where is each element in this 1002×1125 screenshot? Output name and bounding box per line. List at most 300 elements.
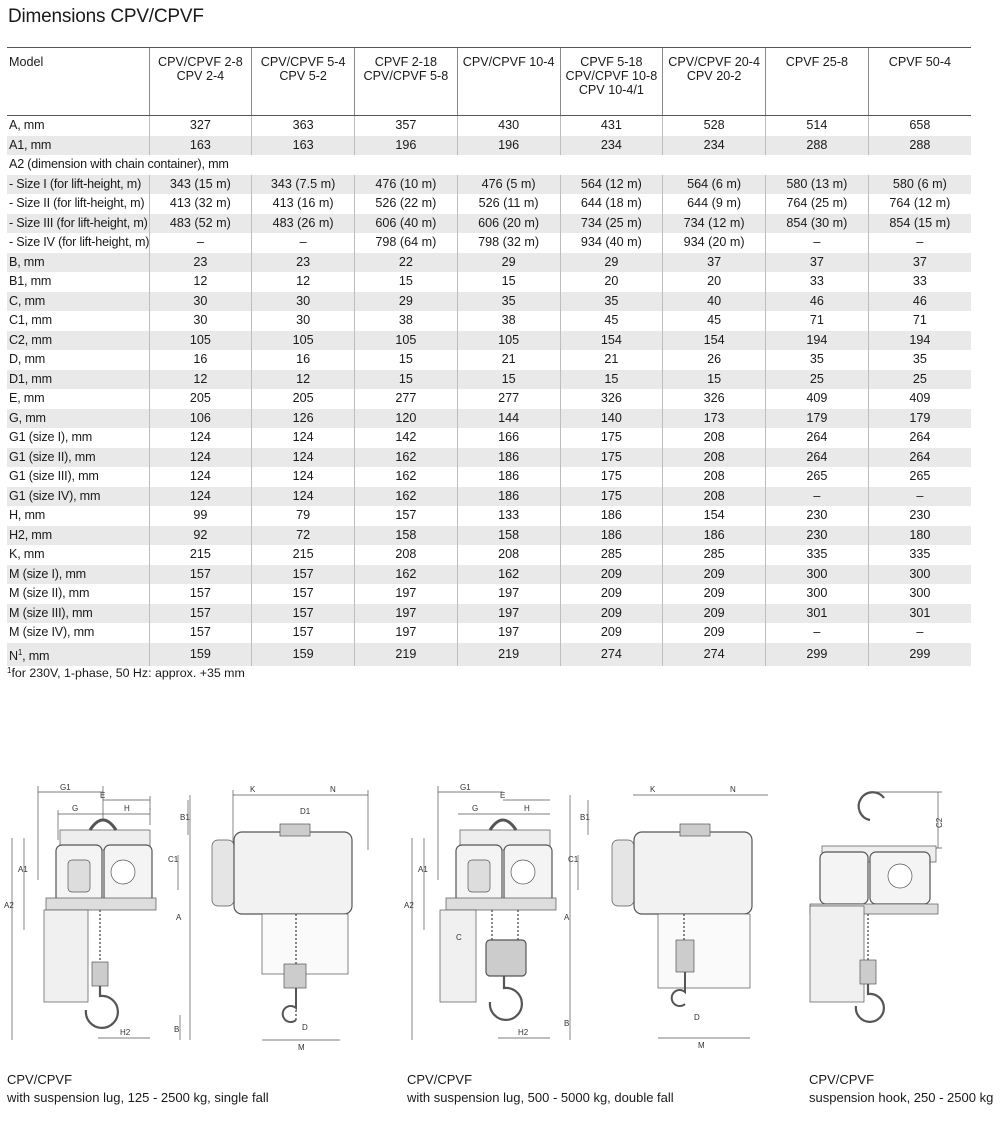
table-cell: 644 (18 m) bbox=[560, 194, 663, 214]
table-cell: 265 bbox=[766, 467, 869, 487]
table-cell: 157 bbox=[252, 565, 355, 585]
table-cell: 157 bbox=[149, 584, 252, 604]
table-cell: 208 bbox=[457, 545, 560, 565]
table-row bbox=[7, 584, 971, 604]
header-model-name: CPV/CPVF 5-8 bbox=[363, 69, 449, 83]
drawing-single-fall bbox=[0, 780, 380, 1050]
table-cell: 274 bbox=[560, 643, 663, 667]
table-cell: 140 bbox=[560, 409, 663, 429]
table-cell: 157 bbox=[252, 584, 355, 604]
table-cell: 105 bbox=[457, 331, 560, 351]
row-label-text: H, mm bbox=[9, 508, 46, 522]
drawing-suspension-hook bbox=[800, 780, 990, 1050]
table-cell: 854 (30 m) bbox=[766, 214, 869, 234]
table-cell: 209 bbox=[663, 604, 766, 624]
row-label-superscript: 1 bbox=[17, 647, 23, 657]
table-cell: 483 (26 m) bbox=[252, 214, 355, 234]
table-cell: 163 bbox=[252, 136, 355, 156]
row-label bbox=[7, 136, 149, 156]
table-row bbox=[7, 487, 971, 507]
row-label-text: - Size I (for lift-height, m) bbox=[9, 176, 142, 191]
label-c1: C1 bbox=[168, 855, 179, 864]
table-cell: 413 (16 m) bbox=[252, 194, 355, 214]
header-model-name: CPV/CPVF 10-8 bbox=[565, 69, 658, 83]
table-row bbox=[7, 136, 971, 156]
table-cell: 264 bbox=[766, 428, 869, 448]
table-body bbox=[7, 116, 971, 667]
table-cell: – bbox=[868, 487, 971, 507]
table-cell: 124 bbox=[149, 467, 252, 487]
table-cell: 120 bbox=[355, 409, 458, 429]
table-cell: 205 bbox=[252, 389, 355, 409]
table-cell: 124 bbox=[252, 487, 355, 507]
row-label bbox=[7, 428, 149, 448]
table-cell: 105 bbox=[149, 331, 252, 351]
table-row bbox=[7, 272, 971, 292]
header-model-name: CPV/CPVF 5-4 bbox=[260, 55, 346, 69]
table-cell: 15 bbox=[355, 272, 458, 292]
table-cell: 133 bbox=[457, 506, 560, 526]
row-label-text: D, mm bbox=[9, 352, 46, 366]
table-cell: 37 bbox=[663, 253, 766, 273]
table-cell: – bbox=[766, 233, 869, 253]
header-model: Model bbox=[7, 48, 149, 116]
header-model-8 bbox=[868, 48, 971, 116]
label-d: D bbox=[302, 1023, 308, 1032]
header-model-name: CPV 20-2 bbox=[686, 69, 742, 83]
row-label-text: G1 (size I), mm bbox=[9, 430, 93, 444]
table-cell: 159 bbox=[252, 643, 355, 667]
table-cell: 124 bbox=[149, 428, 252, 448]
header-model-3 bbox=[355, 48, 458, 116]
row-label-text: A, mm bbox=[9, 118, 45, 132]
table-row bbox=[7, 370, 971, 390]
row-label bbox=[7, 331, 149, 351]
table-cell: 12 bbox=[149, 272, 252, 292]
table-cell: 20 bbox=[663, 272, 766, 292]
table-cell: 106 bbox=[149, 409, 252, 429]
table-cell: 179 bbox=[868, 409, 971, 429]
header-model-name: CPV 2-4 bbox=[176, 69, 225, 83]
table-cell: 230 bbox=[766, 506, 869, 526]
table-cell: 173 bbox=[663, 409, 766, 429]
table-cell: 105 bbox=[355, 331, 458, 351]
label-b: B bbox=[174, 1025, 180, 1034]
table-cell: 37 bbox=[868, 253, 971, 273]
row-label-text: A1, mm bbox=[9, 137, 52, 152]
table-cell: 30 bbox=[149, 292, 252, 312]
table-cell: 12 bbox=[252, 272, 355, 292]
table-row bbox=[7, 155, 971, 175]
table-cell: 71 bbox=[766, 311, 869, 331]
table-cell: 180 bbox=[868, 526, 971, 546]
table-cell: 219 bbox=[355, 643, 458, 667]
caption-description: with suspension lug, 500 - 5000 kg, double fall bbox=[407, 1090, 674, 1105]
table-cell: 15 bbox=[457, 370, 560, 390]
table-cell: 30 bbox=[149, 311, 252, 331]
label-a2-2: A2 bbox=[404, 901, 414, 910]
dimensions-table bbox=[7, 47, 971, 666]
row-label bbox=[7, 467, 149, 487]
table-cell: 38 bbox=[457, 311, 560, 331]
table-cell: 197 bbox=[457, 604, 560, 624]
table-cell: 564 (6 m) bbox=[663, 175, 766, 195]
table-cell: 92 bbox=[149, 526, 252, 546]
table-row bbox=[7, 350, 971, 370]
table-row bbox=[7, 526, 971, 546]
table-row bbox=[7, 311, 971, 331]
header-model-2 bbox=[252, 48, 355, 116]
table-cell: 209 bbox=[560, 565, 663, 585]
label-e-2: E bbox=[500, 791, 506, 800]
table-cell: 208 bbox=[355, 545, 458, 565]
table-cell: 20 bbox=[560, 272, 663, 292]
row-label bbox=[7, 604, 149, 624]
table-cell: 35 bbox=[868, 350, 971, 370]
table-cell: 175 bbox=[560, 467, 663, 487]
label-g1-2: G1 bbox=[460, 783, 471, 792]
caption-double-fall bbox=[407, 1071, 674, 1107]
row-label bbox=[7, 253, 149, 273]
row-label bbox=[7, 214, 149, 234]
row-label-text: C, mm bbox=[9, 293, 46, 308]
table-cell: 186 bbox=[663, 526, 766, 546]
header-model-4 bbox=[457, 48, 560, 116]
table-cell: 15 bbox=[355, 350, 458, 370]
table-cell: 234 bbox=[560, 136, 663, 156]
label-k-2: K bbox=[650, 785, 656, 794]
header-model-name: CPV/CPVF 10-4 bbox=[462, 55, 555, 69]
row-label-text: C2, mm bbox=[9, 332, 52, 347]
table-row bbox=[7, 389, 971, 409]
table-cell: 46 bbox=[868, 292, 971, 312]
table-cell: 264 bbox=[868, 428, 971, 448]
table-row bbox=[7, 604, 971, 624]
row-label bbox=[7, 643, 149, 667]
table-cell: 219 bbox=[457, 643, 560, 667]
row-label bbox=[7, 233, 149, 253]
row-label bbox=[7, 545, 149, 565]
table-cell: 162 bbox=[355, 565, 458, 585]
table-cell: 45 bbox=[560, 311, 663, 331]
table-cell: 209 bbox=[663, 623, 766, 643]
table-cell: 15 bbox=[355, 370, 458, 390]
table-cell: 179 bbox=[766, 409, 869, 429]
label-c2: C2 bbox=[935, 817, 944, 828]
caption-single-fall bbox=[7, 1071, 269, 1107]
footnote bbox=[7, 666, 245, 680]
table-cell: 215 bbox=[149, 545, 252, 565]
table-cell: 194 bbox=[868, 331, 971, 351]
label-m: M bbox=[298, 1043, 305, 1050]
row-label-text: G1 (size II), mm bbox=[9, 449, 96, 464]
label-b1: B1 bbox=[180, 813, 190, 822]
table-cell: 175 bbox=[560, 448, 663, 468]
table-cell: 335 bbox=[766, 545, 869, 565]
table-cell: 72 bbox=[252, 526, 355, 546]
table-cell: 186 bbox=[560, 526, 663, 546]
row-label-text: G1 (size III), mm bbox=[9, 469, 99, 483]
table-cell: 764 (25 m) bbox=[766, 194, 869, 214]
row-label bbox=[7, 311, 149, 331]
row-label-text: - Size III (for lift-height, m) bbox=[9, 215, 148, 230]
table-cell: 288 bbox=[868, 136, 971, 156]
table-cell: 197 bbox=[355, 584, 458, 604]
caption-description: suspension hook, 250 - 2500 kg bbox=[809, 1090, 994, 1105]
table-cell: 15 bbox=[560, 370, 663, 390]
row-label-text: E, mm bbox=[9, 391, 45, 405]
table-cell: – bbox=[252, 233, 355, 253]
caption-suspension-hook bbox=[809, 1071, 993, 1107]
table-cell: 476 (10 m) bbox=[355, 175, 458, 195]
header-model-name: CPVF 25-8 bbox=[785, 55, 849, 69]
row-label-text: M (size III), mm bbox=[9, 605, 93, 620]
header-model-1 bbox=[149, 48, 252, 116]
page-title: Dimensions CPV/CPVF bbox=[8, 6, 204, 27]
table-cell: – bbox=[766, 487, 869, 507]
table-cell: 409 bbox=[868, 389, 971, 409]
table-cell: 15 bbox=[457, 272, 560, 292]
table-cell: 33 bbox=[868, 272, 971, 292]
table-cell: 124 bbox=[149, 487, 252, 507]
table-cell: 16 bbox=[149, 350, 252, 370]
row-label: A2 (dimension with chain container), mm bbox=[9, 157, 229, 171]
table-cell: 277 bbox=[355, 389, 458, 409]
table-row bbox=[7, 506, 971, 526]
table-cell: 580 (13 m) bbox=[766, 175, 869, 195]
table-cell: 166 bbox=[457, 428, 560, 448]
table-cell: 288 bbox=[766, 136, 869, 156]
table-cell: 142 bbox=[355, 428, 458, 448]
table-cell: 105 bbox=[252, 331, 355, 351]
table-cell: 21 bbox=[560, 350, 663, 370]
table-cell: 157 bbox=[252, 604, 355, 624]
row-label bbox=[7, 292, 149, 312]
table-cell: 29 bbox=[560, 253, 663, 273]
table-cell: 30 bbox=[252, 292, 355, 312]
table-cell: 300 bbox=[868, 584, 971, 604]
table-row bbox=[7, 116, 971, 136]
table-cell: 764 (12 m) bbox=[868, 194, 971, 214]
row-label-text: M (size I), mm bbox=[9, 566, 86, 581]
table-cell: 205 bbox=[149, 389, 252, 409]
label-a1-2: A1 bbox=[418, 865, 428, 874]
table-cell: 326 bbox=[560, 389, 663, 409]
row-label bbox=[7, 526, 149, 546]
footnote-mark: 1 bbox=[7, 666, 12, 675]
table-cell: 327 bbox=[149, 116, 252, 136]
label-c1-2: C1 bbox=[568, 855, 579, 864]
table-cell: 197 bbox=[457, 584, 560, 604]
footnote-text: for 230V, 1-phase, 50 Hz: approx. +35 mm bbox=[11, 666, 245, 680]
table-cell: 528 bbox=[663, 116, 766, 136]
row-label bbox=[7, 409, 149, 429]
table-cell: 186 bbox=[457, 487, 560, 507]
header-model-name: CPV/CPVF 20-4 bbox=[668, 55, 760, 69]
row-label bbox=[7, 370, 149, 390]
table-cell: 196 bbox=[457, 136, 560, 156]
table-cell: 644 (9 m) bbox=[663, 194, 766, 214]
table-cell: 299 bbox=[766, 643, 869, 667]
row-label bbox=[7, 448, 149, 468]
label-g: G bbox=[72, 804, 79, 813]
table-cell: 186 bbox=[457, 467, 560, 487]
table-cell: 197 bbox=[355, 604, 458, 624]
table-cell: 25 bbox=[868, 370, 971, 390]
header-model-name: CPV/CPVF 2-8 bbox=[158, 55, 243, 69]
table-cell: 23 bbox=[149, 253, 252, 273]
table-cell: 159 bbox=[149, 643, 252, 667]
table-cell: 431 bbox=[560, 116, 663, 136]
table-cell: 33 bbox=[766, 272, 869, 292]
table-cell: 580 (6 m) bbox=[868, 175, 971, 195]
table-cell: 162 bbox=[355, 467, 458, 487]
table-cell: 23 bbox=[252, 253, 355, 273]
table-cell: 798 (64 m) bbox=[355, 233, 458, 253]
table-cell: 301 bbox=[766, 604, 869, 624]
table-cell: 124 bbox=[252, 428, 355, 448]
table-cell: 157 bbox=[355, 506, 458, 526]
row-label-text: C1, mm bbox=[9, 313, 52, 327]
table-cell: 124 bbox=[252, 467, 355, 487]
table-cell: 158 bbox=[355, 526, 458, 546]
table-cell: 230 bbox=[766, 526, 869, 546]
table-cell: 35 bbox=[457, 292, 560, 312]
row-label-text: G, mm bbox=[9, 410, 46, 425]
row-label bbox=[7, 175, 149, 195]
row-label-text: K, mm bbox=[9, 547, 45, 561]
table-cell: 483 (52 m) bbox=[149, 214, 252, 234]
label-k: K bbox=[250, 785, 256, 794]
label-g1: G1 bbox=[60, 783, 71, 792]
table-cell: 209 bbox=[663, 565, 766, 585]
table-row bbox=[7, 448, 971, 468]
caption-title: CPV/CPVF bbox=[7, 1072, 73, 1087]
header-model-7 bbox=[766, 48, 869, 116]
row-label-text: D1, mm bbox=[9, 371, 52, 386]
label-h-2: H bbox=[524, 804, 530, 813]
table-cell: 409 bbox=[766, 389, 869, 409]
label-a2: A2 bbox=[4, 901, 14, 910]
row-label bbox=[7, 565, 149, 585]
table-row bbox=[7, 292, 971, 312]
label-a: A bbox=[176, 913, 182, 922]
table-cell: 12 bbox=[149, 370, 252, 390]
table-cell: 126 bbox=[252, 409, 355, 429]
table-cell: 197 bbox=[355, 623, 458, 643]
label-d-2: D bbox=[694, 1013, 700, 1022]
label-g-2: G bbox=[472, 804, 479, 813]
table-cell: 326 bbox=[663, 389, 766, 409]
table-cell: 162 bbox=[355, 487, 458, 507]
row-label-text: N bbox=[9, 648, 18, 663]
row-label bbox=[7, 350, 149, 370]
table-cell: 209 bbox=[560, 604, 663, 624]
row-label bbox=[7, 487, 149, 507]
label-b1-2: B1 bbox=[580, 813, 590, 822]
table-cell: 124 bbox=[149, 448, 252, 468]
label-n-2: N bbox=[730, 785, 736, 794]
row-label-text: - Size IV (for lift-height, m) bbox=[9, 235, 149, 249]
table-row bbox=[7, 409, 971, 429]
table-cell: 734 (12 m) bbox=[663, 214, 766, 234]
row-label bbox=[7, 389, 149, 409]
table-cell: 175 bbox=[560, 428, 663, 448]
row-label-text: G1 (size IV), mm bbox=[9, 488, 101, 503]
table-cell: 157 bbox=[149, 604, 252, 624]
table-cell: – bbox=[868, 623, 971, 643]
table-cell: 157 bbox=[149, 623, 252, 643]
table-cell: 934 (20 m) bbox=[663, 233, 766, 253]
table-cell: 234 bbox=[663, 136, 766, 156]
table-cell: 413 (32 m) bbox=[149, 194, 252, 214]
table-cell: 15 bbox=[663, 370, 766, 390]
table-cell: 186 bbox=[560, 506, 663, 526]
caption-description: with suspension lug, 125 - 2500 kg, single fall bbox=[7, 1090, 269, 1105]
caption-title: CPV/CPVF bbox=[407, 1072, 473, 1087]
table-cell: 25 bbox=[766, 370, 869, 390]
table-cell: 46 bbox=[766, 292, 869, 312]
table-cell: 285 bbox=[560, 545, 663, 565]
table-cell: 343 (7.5 m) bbox=[252, 175, 355, 195]
table-cell: 300 bbox=[766, 584, 869, 604]
table-cell: 208 bbox=[663, 467, 766, 487]
table-cell: 12 bbox=[252, 370, 355, 390]
table-cell: 144 bbox=[457, 409, 560, 429]
table-header-row bbox=[7, 48, 971, 116]
table-cell: 526 (22 m) bbox=[355, 194, 458, 214]
table-cell: 301 bbox=[868, 604, 971, 624]
table-cell: 734 (25 m) bbox=[560, 214, 663, 234]
table-cell: 209 bbox=[560, 584, 663, 604]
table-row bbox=[7, 253, 971, 273]
label-d1: D1 bbox=[300, 807, 311, 816]
table-cell: 22 bbox=[355, 253, 458, 273]
row-label bbox=[7, 584, 149, 604]
table-cell: 79 bbox=[252, 506, 355, 526]
table-cell: 606 (20 m) bbox=[457, 214, 560, 234]
table-row bbox=[7, 194, 971, 214]
table-cell: 71 bbox=[868, 311, 971, 331]
table-cell: 35 bbox=[766, 350, 869, 370]
table-cell: 277 bbox=[457, 389, 560, 409]
table-cell: 230 bbox=[868, 506, 971, 526]
table-row bbox=[7, 545, 971, 565]
row-label bbox=[7, 116, 149, 136]
row-label bbox=[7, 506, 149, 526]
table-row bbox=[7, 233, 971, 253]
table-cell: 157 bbox=[252, 623, 355, 643]
table-cell: 186 bbox=[457, 448, 560, 468]
table-cell: 854 (15 m) bbox=[868, 214, 971, 234]
table-cell: 476 (5 m) bbox=[457, 175, 560, 195]
table-cell: 798 (32 m) bbox=[457, 233, 560, 253]
row-label-text: M (size IV), mm bbox=[9, 625, 95, 639]
table-cell: 30 bbox=[252, 311, 355, 331]
table-row bbox=[7, 467, 971, 487]
table-cell: 154 bbox=[663, 331, 766, 351]
header-model-5 bbox=[560, 48, 663, 116]
row-label bbox=[7, 194, 149, 214]
table-cell: 606 (40 m) bbox=[355, 214, 458, 234]
table-cell: 124 bbox=[252, 448, 355, 468]
table-cell: 175 bbox=[560, 487, 663, 507]
label-a-2: A bbox=[564, 913, 570, 922]
row-label-suffix: , mm bbox=[22, 648, 50, 663]
table-row bbox=[7, 623, 971, 643]
table-cell: 29 bbox=[457, 253, 560, 273]
table-cell: 158 bbox=[457, 526, 560, 546]
